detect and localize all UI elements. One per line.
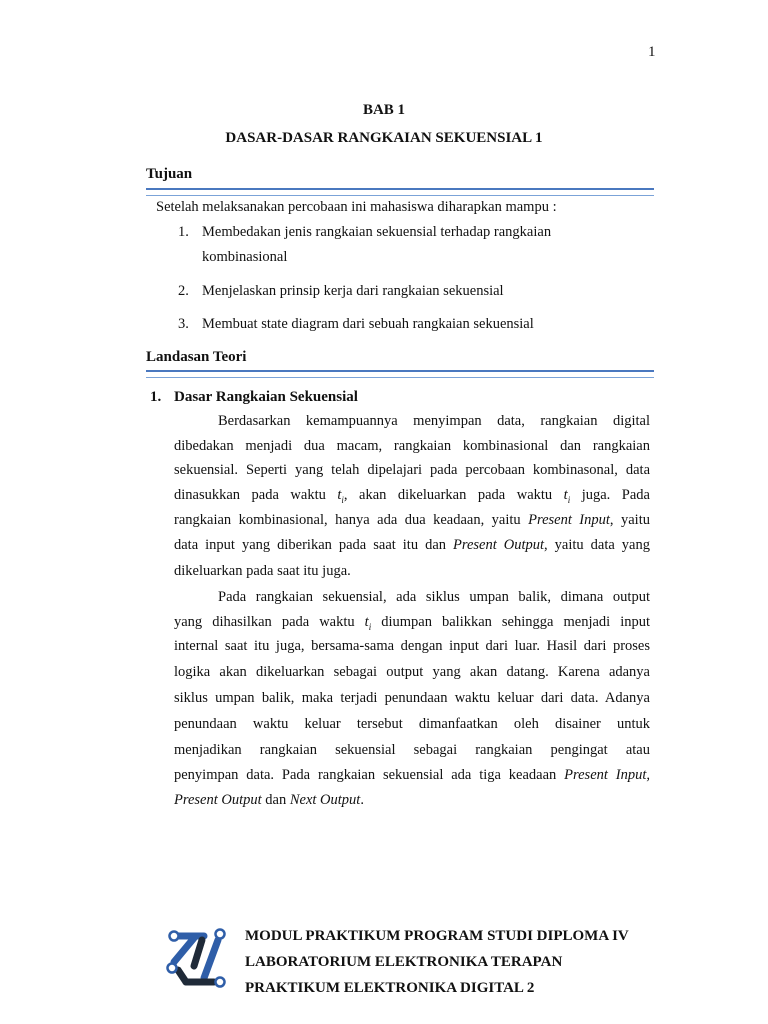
paragraph-line: rangkaian kombinasional, hanya ada dua keadaan, yaitu Present Input, yaitu [174, 512, 650, 528]
list-item-number: 2. [178, 283, 189, 299]
paragraph-line: penyimpan data. Pada rangkaian sekuensial ada tiga keadaan Present Input, [174, 767, 650, 783]
paragraph-line: siklus umpan balik, maka terjadi penundaan waktu keluar dari data. Adanya [174, 690, 650, 706]
paragraph-line: yang dihasilkan pada waktu $t_i$ diumpan balikkan sehingga menjadi input [174, 614, 651, 632]
list-item-number: 3. [178, 316, 189, 332]
section-heading-landasan: Landasan Teori [146, 349, 247, 365]
paragraph-line: internal saat itu juga, bersama-sama dengan input dari luar. Hasil dari proses [174, 638, 650, 654]
paragraph-line: dinasukkan pada waktu $t_i$, akan dikeluarkan pada waktu $t_i$ juga. Pada [174, 487, 650, 505]
subsection-number: 1. [150, 389, 162, 405]
list-item-text: Menjelaskan prinsip kerja dari rangkaian sekuensial [202, 283, 504, 299]
paragraph-line: menjadikan rangkaian sekuensial sebagai rangkaian pengingat atau [174, 742, 650, 758]
section-rule [146, 188, 654, 196]
list-item-text: Membuat state diagram dari sebuah rangkaian sekuensial [202, 316, 534, 332]
paragraph-line: Present Output dan Next Output. [174, 792, 364, 808]
paragraph-line: dikeluarkan pada saat itu juga. [174, 563, 351, 579]
paragraph-line: logika akan dikeluarkan sebagai output yang akan datang. Karena adanya [174, 664, 650, 680]
paragraph-line: penundaan waktu keluar tersebut dimanfaatkan oleh disainer untuk [174, 716, 650, 732]
page-number: 1 [648, 44, 656, 60]
section-heading-tujuan: Tujuan [146, 166, 193, 182]
list-item-text-cont: kombinasional [202, 249, 288, 265]
chapter-label: BAB 1 [362, 102, 406, 118]
paragraph-line: data input yang diberikan pada saat itu dan Present Output, yaitu data yang [174, 537, 650, 553]
footer-line: PRAKTIKUM ELEKTRONIKA DIGITAL 2 [245, 980, 535, 996]
paragraph-line: Berdasarkan kemampuannya menyimpan data, rangkaian digital [218, 413, 650, 429]
subsection-title: Dasar Rangkaian Sekuensial [174, 389, 358, 405]
paragraph-line: Pada rangkaian sekuensial, ada siklus umpan balik, dimana output [218, 589, 650, 605]
paragraph-line: sekuensial. Seperti yang telah dipelajari pada percobaan kombinasonal, data [174, 462, 650, 478]
subsection-heading [150, 389, 358, 406]
footer-line: LABORATORIUM ELEKTRONIKA TERAPAN [245, 954, 563, 970]
list-item-number: 1. [178, 224, 189, 240]
tujuan-intro: Setelah melaksanakan percobaan ini mahasiswa diharapkan mampu : [156, 199, 557, 215]
footer-line: MODUL PRAKTIKUM PROGRAM STUDI DIPLOMA IV [245, 928, 629, 944]
section-rule [146, 370, 654, 378]
circuit-logo-icon [164, 926, 230, 997]
list-item-text: Membedakan jenis rangkaian sekuensial terhadap rangkaian [202, 224, 552, 240]
chapter-title: DASAR-DASAR RANGKAIAN SEKUENSIAL 1 [225, 130, 543, 146]
paragraph-line: dibedakan menjadi dua macam, rangkaian kombinasional dan rangkaian [174, 438, 650, 454]
